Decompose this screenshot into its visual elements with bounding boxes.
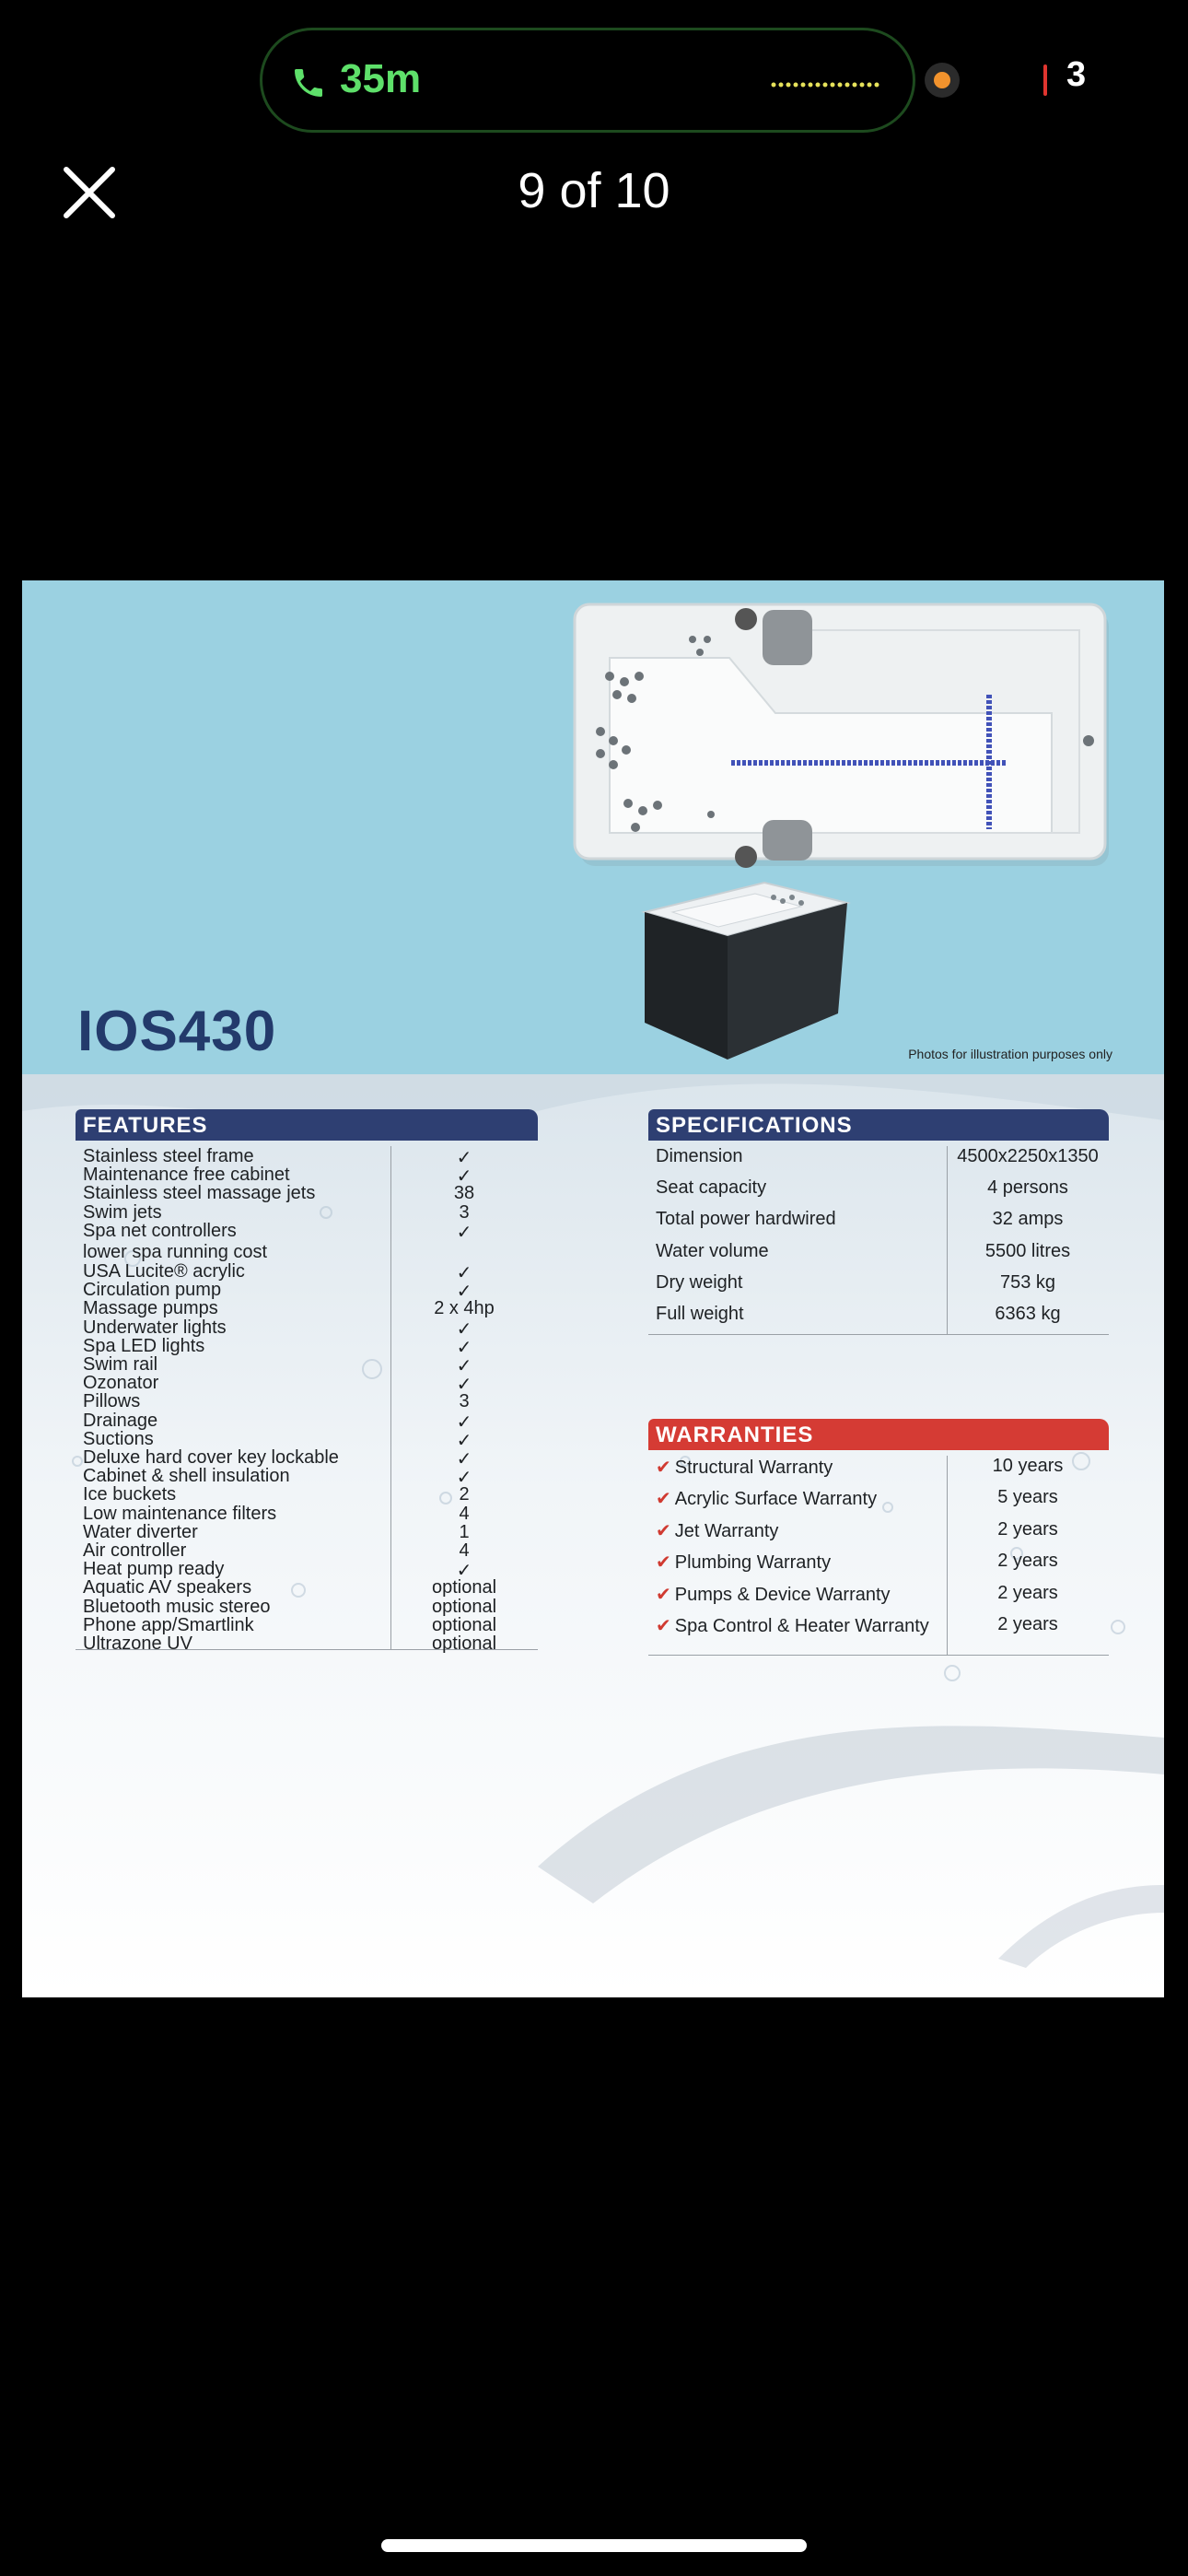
call-duration: 35m bbox=[340, 56, 422, 101]
row-label-text: Stainless steel massage jets bbox=[83, 1183, 316, 1204]
phone-icon bbox=[290, 64, 327, 102]
model-name: IOS430 bbox=[77, 1000, 277, 1063]
row-label-text: Swim jets bbox=[83, 1201, 162, 1223]
features-header: FEATURES bbox=[76, 1109, 538, 1141]
row-label-text: Seat capacity bbox=[656, 1177, 767, 1199]
row-value: ✓ bbox=[456, 1430, 472, 1451]
alert-bar-icon bbox=[1043, 64, 1047, 96]
home-indicator[interactable] bbox=[381, 2539, 807, 2552]
warranties-table bbox=[648, 1456, 1109, 1655]
row-label bbox=[656, 1177, 766, 1199]
table-row bbox=[76, 1220, 538, 1262]
row-label bbox=[656, 1146, 742, 1167]
row-label-text: Suctions bbox=[83, 1428, 154, 1449]
row-label-text: Stainless steel frame bbox=[83, 1146, 254, 1166]
specifications-table bbox=[648, 1146, 1109, 1334]
image-counter: 9 of 10 bbox=[518, 163, 670, 218]
row-value: optional bbox=[431, 1633, 497, 1654]
row-value: 3 bbox=[459, 1391, 470, 1412]
brochure-image[interactable] bbox=[22, 580, 1164, 1997]
row-label-text: Full weight bbox=[656, 1304, 744, 1324]
row-label-text: Pillows bbox=[83, 1391, 141, 1412]
row-label-text: Low maintenance filters bbox=[83, 1503, 277, 1524]
row-label-text: Circulation pump bbox=[83, 1280, 222, 1301]
row-label bbox=[656, 1456, 833, 1479]
row-label-text: Plumbing Warranty bbox=[674, 1552, 832, 1574]
row-label-text: Jet Warranty bbox=[674, 1520, 779, 1541]
checkmark-icon: ✔ bbox=[656, 1584, 671, 1605]
row-value: ✓ bbox=[456, 1561, 472, 1582]
photo-disclaimer: Photos for illustration purposes only bbox=[908, 1047, 1112, 1061]
swim-spa-side-view-image bbox=[617, 875, 856, 1069]
checkmark-icon: ✔ bbox=[656, 1520, 671, 1541]
row-value: ✓ bbox=[456, 1263, 472, 1283]
row-label-text: Structural Warranty bbox=[674, 1458, 833, 1478]
row-value: ✓ bbox=[456, 1449, 472, 1469]
row-label-text: Dimension bbox=[656, 1146, 743, 1166]
row-value: ✓ bbox=[456, 1282, 472, 1303]
row-label bbox=[656, 1583, 891, 1606]
row-value: 2 bbox=[459, 1484, 470, 1505]
row-value: 4 bbox=[459, 1503, 470, 1524]
row-label-text: Ultrazone UV bbox=[83, 1633, 192, 1654]
row-label-text: Deluxe hard cover key lockable bbox=[83, 1447, 339, 1468]
features-table bbox=[76, 1146, 538, 1654]
row-value: 2 years bbox=[997, 1614, 1058, 1634]
active-call-pill[interactable] bbox=[260, 28, 915, 133]
row-value: 5 years bbox=[997, 1487, 1058, 1508]
row-value: optional bbox=[431, 1577, 497, 1598]
row-label-text: Ice buckets bbox=[83, 1484, 177, 1505]
row-value: ✓ bbox=[456, 1356, 472, 1376]
row-value: 38 bbox=[453, 1183, 475, 1204]
row-label-text: Spa net controllers bbox=[83, 1220, 237, 1241]
row-value: ✓ bbox=[456, 1375, 472, 1396]
table-row bbox=[648, 1177, 1109, 1205]
row-label-text: Bluetooth music stereo bbox=[83, 1596, 271, 1617]
row-value: ✓ bbox=[456, 1222, 472, 1243]
table-row bbox=[648, 1583, 1109, 1610]
table-row bbox=[648, 1272, 1109, 1300]
row-label bbox=[656, 1304, 744, 1325]
row-label bbox=[656, 1519, 778, 1542]
row-label bbox=[656, 1272, 742, 1294]
audio-waveform-icon bbox=[771, 80, 881, 89]
table-row bbox=[648, 1304, 1109, 1331]
row-label-text: Water diverter bbox=[83, 1521, 198, 1542]
table-row bbox=[648, 1209, 1109, 1236]
row-label bbox=[656, 1487, 877, 1510]
table-row bbox=[648, 1519, 1109, 1547]
row-label-text: Drainage bbox=[83, 1410, 158, 1431]
checkmark-icon: ✔ bbox=[656, 1552, 671, 1574]
checkmark-icon: ✔ bbox=[656, 1616, 671, 1636]
checkmark-icon: ✔ bbox=[656, 1489, 671, 1510]
row-value: ✓ bbox=[456, 1468, 472, 1489]
row-label-subtext: lower spa running cost bbox=[83, 1241, 268, 1262]
row-label-text: Air controller bbox=[83, 1540, 187, 1561]
row-value: 4 persons bbox=[987, 1177, 1068, 1199]
row-label bbox=[656, 1614, 929, 1637]
row-value: 2 years bbox=[997, 1582, 1058, 1603]
row-value: 10 years bbox=[992, 1456, 1064, 1476]
row-label-text: Phone app/Smartlink bbox=[83, 1614, 254, 1635]
row-label-text: Swim rail bbox=[83, 1354, 158, 1375]
row-label-text: Maintenance free cabinet bbox=[83, 1165, 290, 1186]
row-label-text: Underwater lights bbox=[83, 1317, 227, 1338]
warranties-bottom-rule bbox=[648, 1655, 1109, 1656]
row-value: 6363 kg bbox=[995, 1304, 1061, 1324]
row-label bbox=[656, 1241, 769, 1262]
row-value: ✓ bbox=[456, 1318, 472, 1340]
swim-spa-top-view-image bbox=[573, 603, 1112, 868]
row-value: 2 years bbox=[997, 1551, 1058, 1572]
row-label-text: USA Lucite® acrylic bbox=[83, 1261, 245, 1282]
table-row bbox=[648, 1487, 1109, 1515]
row-value: 4 bbox=[459, 1540, 470, 1561]
row-value: optional bbox=[431, 1596, 497, 1617]
row-label-text: Cabinet & shell insulation bbox=[83, 1466, 290, 1487]
row-label-text: Dry weight bbox=[656, 1271, 743, 1293]
row-value: ✓ bbox=[456, 1166, 472, 1188]
table-row bbox=[648, 1551, 1109, 1578]
row-label bbox=[83, 1221, 267, 1263]
row-value: 753 kg bbox=[999, 1271, 1056, 1293]
row-value: 32 amps bbox=[992, 1209, 1064, 1230]
row-label-text: Total power hardwired bbox=[656, 1209, 836, 1230]
row-value: 1 bbox=[459, 1521, 470, 1542]
warranties-header: WARRANTIES bbox=[648, 1419, 1109, 1450]
specifications-bottom-rule bbox=[648, 1334, 1109, 1335]
row-value: 4500x2250x1350 bbox=[957, 1146, 1099, 1166]
row-label-text: Spa Control & Heater Warranty bbox=[674, 1616, 929, 1636]
row-label-text: Ozonator bbox=[83, 1373, 159, 1394]
row-label-text: Spa LED lights bbox=[83, 1335, 205, 1356]
row-label-text: Pumps & Device Warranty bbox=[674, 1584, 891, 1605]
notification-count[interactable]: 3 bbox=[1066, 55, 1087, 94]
row-value: optional bbox=[431, 1614, 497, 1635]
row-value: 3 bbox=[459, 1201, 470, 1223]
row-label-text: Acrylic Surface Warranty bbox=[674, 1489, 878, 1510]
row-label bbox=[656, 1551, 831, 1574]
row-value: 2 x 4hp bbox=[434, 1298, 495, 1319]
row-label-text: Aquatic AV speakers bbox=[83, 1577, 252, 1598]
specifications-header: SPECIFICATIONS bbox=[648, 1109, 1109, 1141]
row-value: ✓ bbox=[456, 1411, 472, 1433]
row-label-text: Massage pumps bbox=[83, 1298, 218, 1319]
row-label-text: Water volume bbox=[656, 1240, 769, 1261]
row-value: 2 years bbox=[997, 1518, 1058, 1540]
row-value: ✓ bbox=[456, 1148, 472, 1168]
table-row bbox=[648, 1614, 1109, 1642]
row-value: 5500 litres bbox=[984, 1240, 1071, 1261]
recording-indicator-icon bbox=[925, 63, 960, 98]
row-value: ✓ bbox=[456, 1337, 472, 1358]
table-row bbox=[648, 1146, 1109, 1174]
table-row bbox=[648, 1241, 1109, 1269]
checkmark-icon: ✔ bbox=[656, 1458, 671, 1478]
row-label bbox=[656, 1209, 836, 1230]
row-label bbox=[83, 1633, 192, 1655]
table-row bbox=[648, 1456, 1109, 1483]
table-row bbox=[76, 1633, 538, 1661]
row-label-text: Heat pump ready bbox=[83, 1559, 225, 1580]
